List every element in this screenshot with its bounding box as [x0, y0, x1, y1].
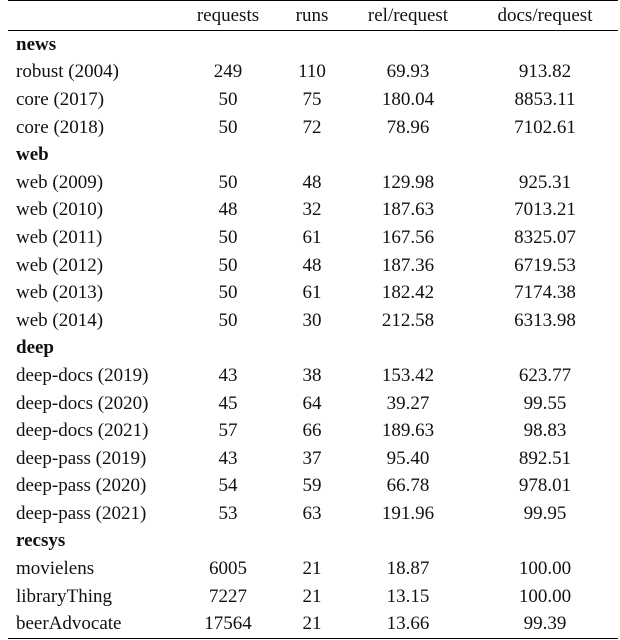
table-header: [8, 1, 618, 31]
group-label: news: [16, 33, 57, 55]
cell-rel-request: 13.15: [386, 585, 430, 607]
cell-docs-request: 98.83: [523, 420, 567, 442]
table-row: [8, 169, 618, 197]
cell-dataset-name: deep-docs (2021): [16, 420, 149, 442]
table-row: [8, 279, 618, 307]
cell-requests: 50: [218, 88, 238, 110]
table-row: [8, 307, 618, 335]
cell-rel-request: 13.66: [344, 610, 472, 638]
cell-rel-request: 18.87: [386, 558, 430, 580]
cell-runs: 66: [302, 420, 322, 442]
cell-requests: 50: [218, 309, 238, 331]
cell-docs-request: 6313.98: [514, 309, 576, 331]
cell-docs-request: 925.31: [518, 171, 572, 193]
table-row: [8, 59, 618, 87]
cell-docs-request: 7174.38: [514, 282, 576, 304]
cell-rel-request: 129.98: [381, 171, 435, 193]
cell-rel-request: 180.04: [381, 88, 435, 110]
header-rel-request: rel/request: [344, 1, 472, 31]
cell-docs-request: 8853.11: [514, 88, 576, 110]
cell-requests: 57: [218, 420, 238, 442]
cell-docs-request: 978.01: [518, 475, 572, 497]
table-row: [8, 86, 618, 114]
cell-docs-request: 100.00: [518, 558, 572, 580]
cell-runs: 48: [302, 171, 322, 193]
cell-docs-request: 623.77: [518, 364, 572, 386]
cell-rel-request: 187.36: [381, 254, 435, 276]
cell-dataset-name: libraryThing: [16, 585, 113, 607]
cell-docs-request: 7102.61: [514, 116, 576, 138]
table-row: [8, 197, 618, 225]
cell-dataset-name: core (2018): [16, 116, 105, 138]
cell-docs-request: 99.55: [523, 392, 567, 414]
table-row: [8, 362, 618, 390]
table-row: [8, 610, 618, 638]
cell-runs: 59: [302, 475, 322, 497]
cell-docs-request: 6719.53: [514, 254, 576, 276]
cell-dataset-name: movielens: [16, 558, 95, 580]
header-row: [8, 1, 618, 31]
cell-runs: 48: [302, 254, 322, 276]
cell-runs: 61: [302, 282, 322, 304]
cell-runs: 21: [302, 585, 322, 607]
cell-requests: 45: [218, 392, 238, 414]
cell-requests: 53: [218, 502, 238, 524]
table-body: [8, 31, 618, 639]
header-docs-request: docs/request: [472, 1, 618, 31]
cell-runs: 37: [302, 447, 322, 469]
cell-rel-request: 189.63: [381, 420, 435, 442]
cell-requests: 50: [218, 116, 238, 138]
cell-requests: 54: [218, 475, 238, 497]
table-row: [8, 390, 618, 418]
header-runs: runs: [280, 1, 344, 31]
cell-dataset-name: web (2013): [16, 282, 104, 304]
cell-rel-request: 78.96: [386, 116, 430, 138]
cell-requests: 6005: [209, 558, 247, 580]
cell-dataset-name: deep-pass (2019): [16, 447, 147, 469]
cell-dataset-name: web (2012): [16, 254, 104, 276]
cell-docs-request: 100.00: [518, 585, 572, 607]
cell-requests: 7227: [209, 585, 247, 607]
cell-requests: 17564: [176, 610, 280, 638]
table-row: [8, 583, 618, 611]
table-row: [8, 445, 618, 473]
table-row: [8, 500, 618, 528]
cell-requests: 43: [218, 364, 238, 386]
cell-runs: 21: [280, 610, 344, 638]
cell-dataset-name: beerAdvocate: [8, 610, 176, 638]
header-requests: requests: [176, 1, 280, 31]
table-row: [8, 252, 618, 280]
cell-runs: 32: [302, 199, 322, 221]
cell-runs: 63: [302, 502, 322, 524]
cell-dataset-name: robust (2004): [16, 61, 119, 83]
cell-rel-request: 39.27: [386, 392, 430, 414]
cell-rel-request: 66.78: [386, 475, 430, 497]
cell-dataset-name: deep-pass (2021): [16, 502, 147, 524]
dataset-statistics-table: [8, 0, 618, 639]
cell-runs: 61: [302, 226, 322, 248]
group-label: web: [16, 144, 49, 166]
cell-runs: 72: [302, 116, 322, 138]
cell-requests: 249: [213, 61, 243, 83]
header-dataset: [8, 1, 176, 31]
table-row: [8, 114, 618, 142]
cell-docs-request: 892.51: [518, 447, 572, 469]
cell-requests: 50: [218, 226, 238, 248]
cell-rel-request: 69.93: [386, 61, 430, 83]
cell-runs: 64: [302, 392, 322, 414]
cell-dataset-name: web (2014): [16, 309, 104, 331]
cell-runs: 30: [302, 309, 322, 331]
cell-rel-request: 95.40: [386, 447, 430, 469]
cell-dataset-name: deep-pass (2020): [16, 475, 147, 497]
group-row-deep: [8, 335, 618, 363]
cell-docs-request: 913.82: [518, 61, 572, 83]
table-row: [8, 473, 618, 501]
cell-rel-request: 212.58: [381, 309, 435, 331]
group-label: recsys: [16, 530, 66, 552]
cell-runs: 21: [302, 558, 322, 580]
cell-requests: 48: [218, 199, 238, 221]
cell-runs: 110: [298, 61, 326, 83]
cell-dataset-name: web (2009): [16, 171, 104, 193]
cell-dataset-name: web (2010): [16, 199, 104, 221]
table-row: [8, 417, 618, 445]
cell-requests: 50: [218, 282, 238, 304]
group-row-recsys: [8, 528, 618, 556]
cell-dataset-name: deep-docs (2020): [16, 392, 149, 414]
cell-runs: 75: [302, 88, 322, 110]
cell-docs-request: 8325.07: [514, 226, 576, 248]
cell-docs-request: 99.95: [523, 502, 567, 524]
cell-requests: 43: [218, 447, 238, 469]
cell-rel-request: 191.96: [381, 502, 435, 524]
group-row-web: [8, 141, 618, 169]
cell-rel-request: 167.56: [381, 226, 435, 248]
group-label: deep: [16, 337, 54, 359]
cell-rel-request: 153.42: [381, 364, 435, 386]
cell-runs: 38: [302, 364, 322, 386]
table-row: [8, 224, 618, 252]
cell-docs-request: 99.39: [472, 610, 618, 638]
cell-dataset-name: core (2017): [16, 88, 105, 110]
cell-dataset-name: deep-docs (2019): [16, 364, 149, 386]
cell-rel-request: 182.42: [381, 282, 435, 304]
cell-dataset-name: web (2011): [16, 226, 103, 248]
cell-requests: 50: [218, 254, 238, 276]
cell-requests: 50: [218, 171, 238, 193]
cell-rel-request: 187.63: [381, 199, 435, 221]
table-row: [8, 555, 618, 583]
group-row-news: [8, 31, 618, 59]
cell-docs-request: 7013.21: [514, 199, 576, 221]
